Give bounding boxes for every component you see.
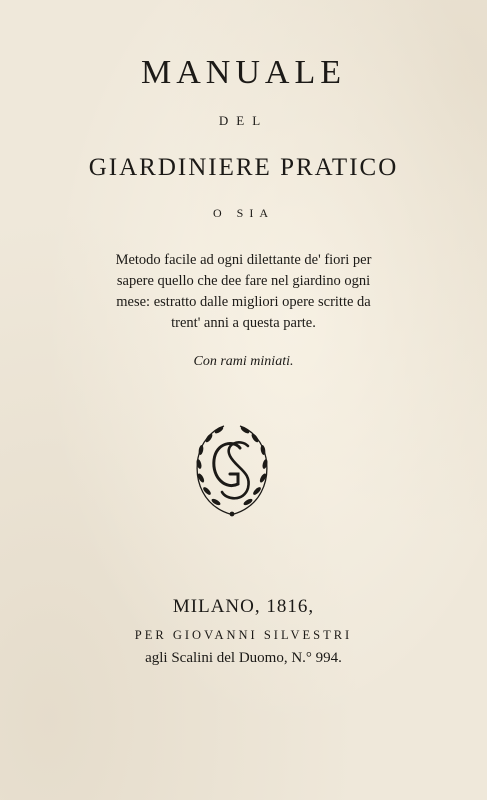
title-connector-o-sia: O SIA bbox=[212, 206, 274, 220]
book-subtitle: GIARDINIERE PRATICO bbox=[88, 154, 399, 181]
description bbox=[0, 250, 487, 334]
title-connector-del: DEL bbox=[218, 113, 269, 128]
description-line: trent' anni a questa parte. bbox=[171, 315, 316, 331]
illustrations-note: Con rami miniati. bbox=[193, 354, 294, 369]
imprint-printer: PER GIOVANNI SILVESTRI bbox=[134, 628, 353, 642]
imprint-address: agli Scalini del Duomo, N.° 994. bbox=[145, 650, 342, 666]
laurel-wreath-monogram-icon bbox=[190, 420, 274, 520]
description-line: mese: estratto dalle migliori opere scritte da bbox=[116, 294, 371, 310]
book-title: MANUALE bbox=[141, 54, 346, 91]
description-line: Metodo facile ad ogni dilettante de' fiori per bbox=[115, 252, 372, 268]
description-line: sapere quello che dee fare nel giardino ogni bbox=[116, 273, 371, 289]
imprint-city-year: MILANO, 1816, bbox=[172, 596, 315, 617]
